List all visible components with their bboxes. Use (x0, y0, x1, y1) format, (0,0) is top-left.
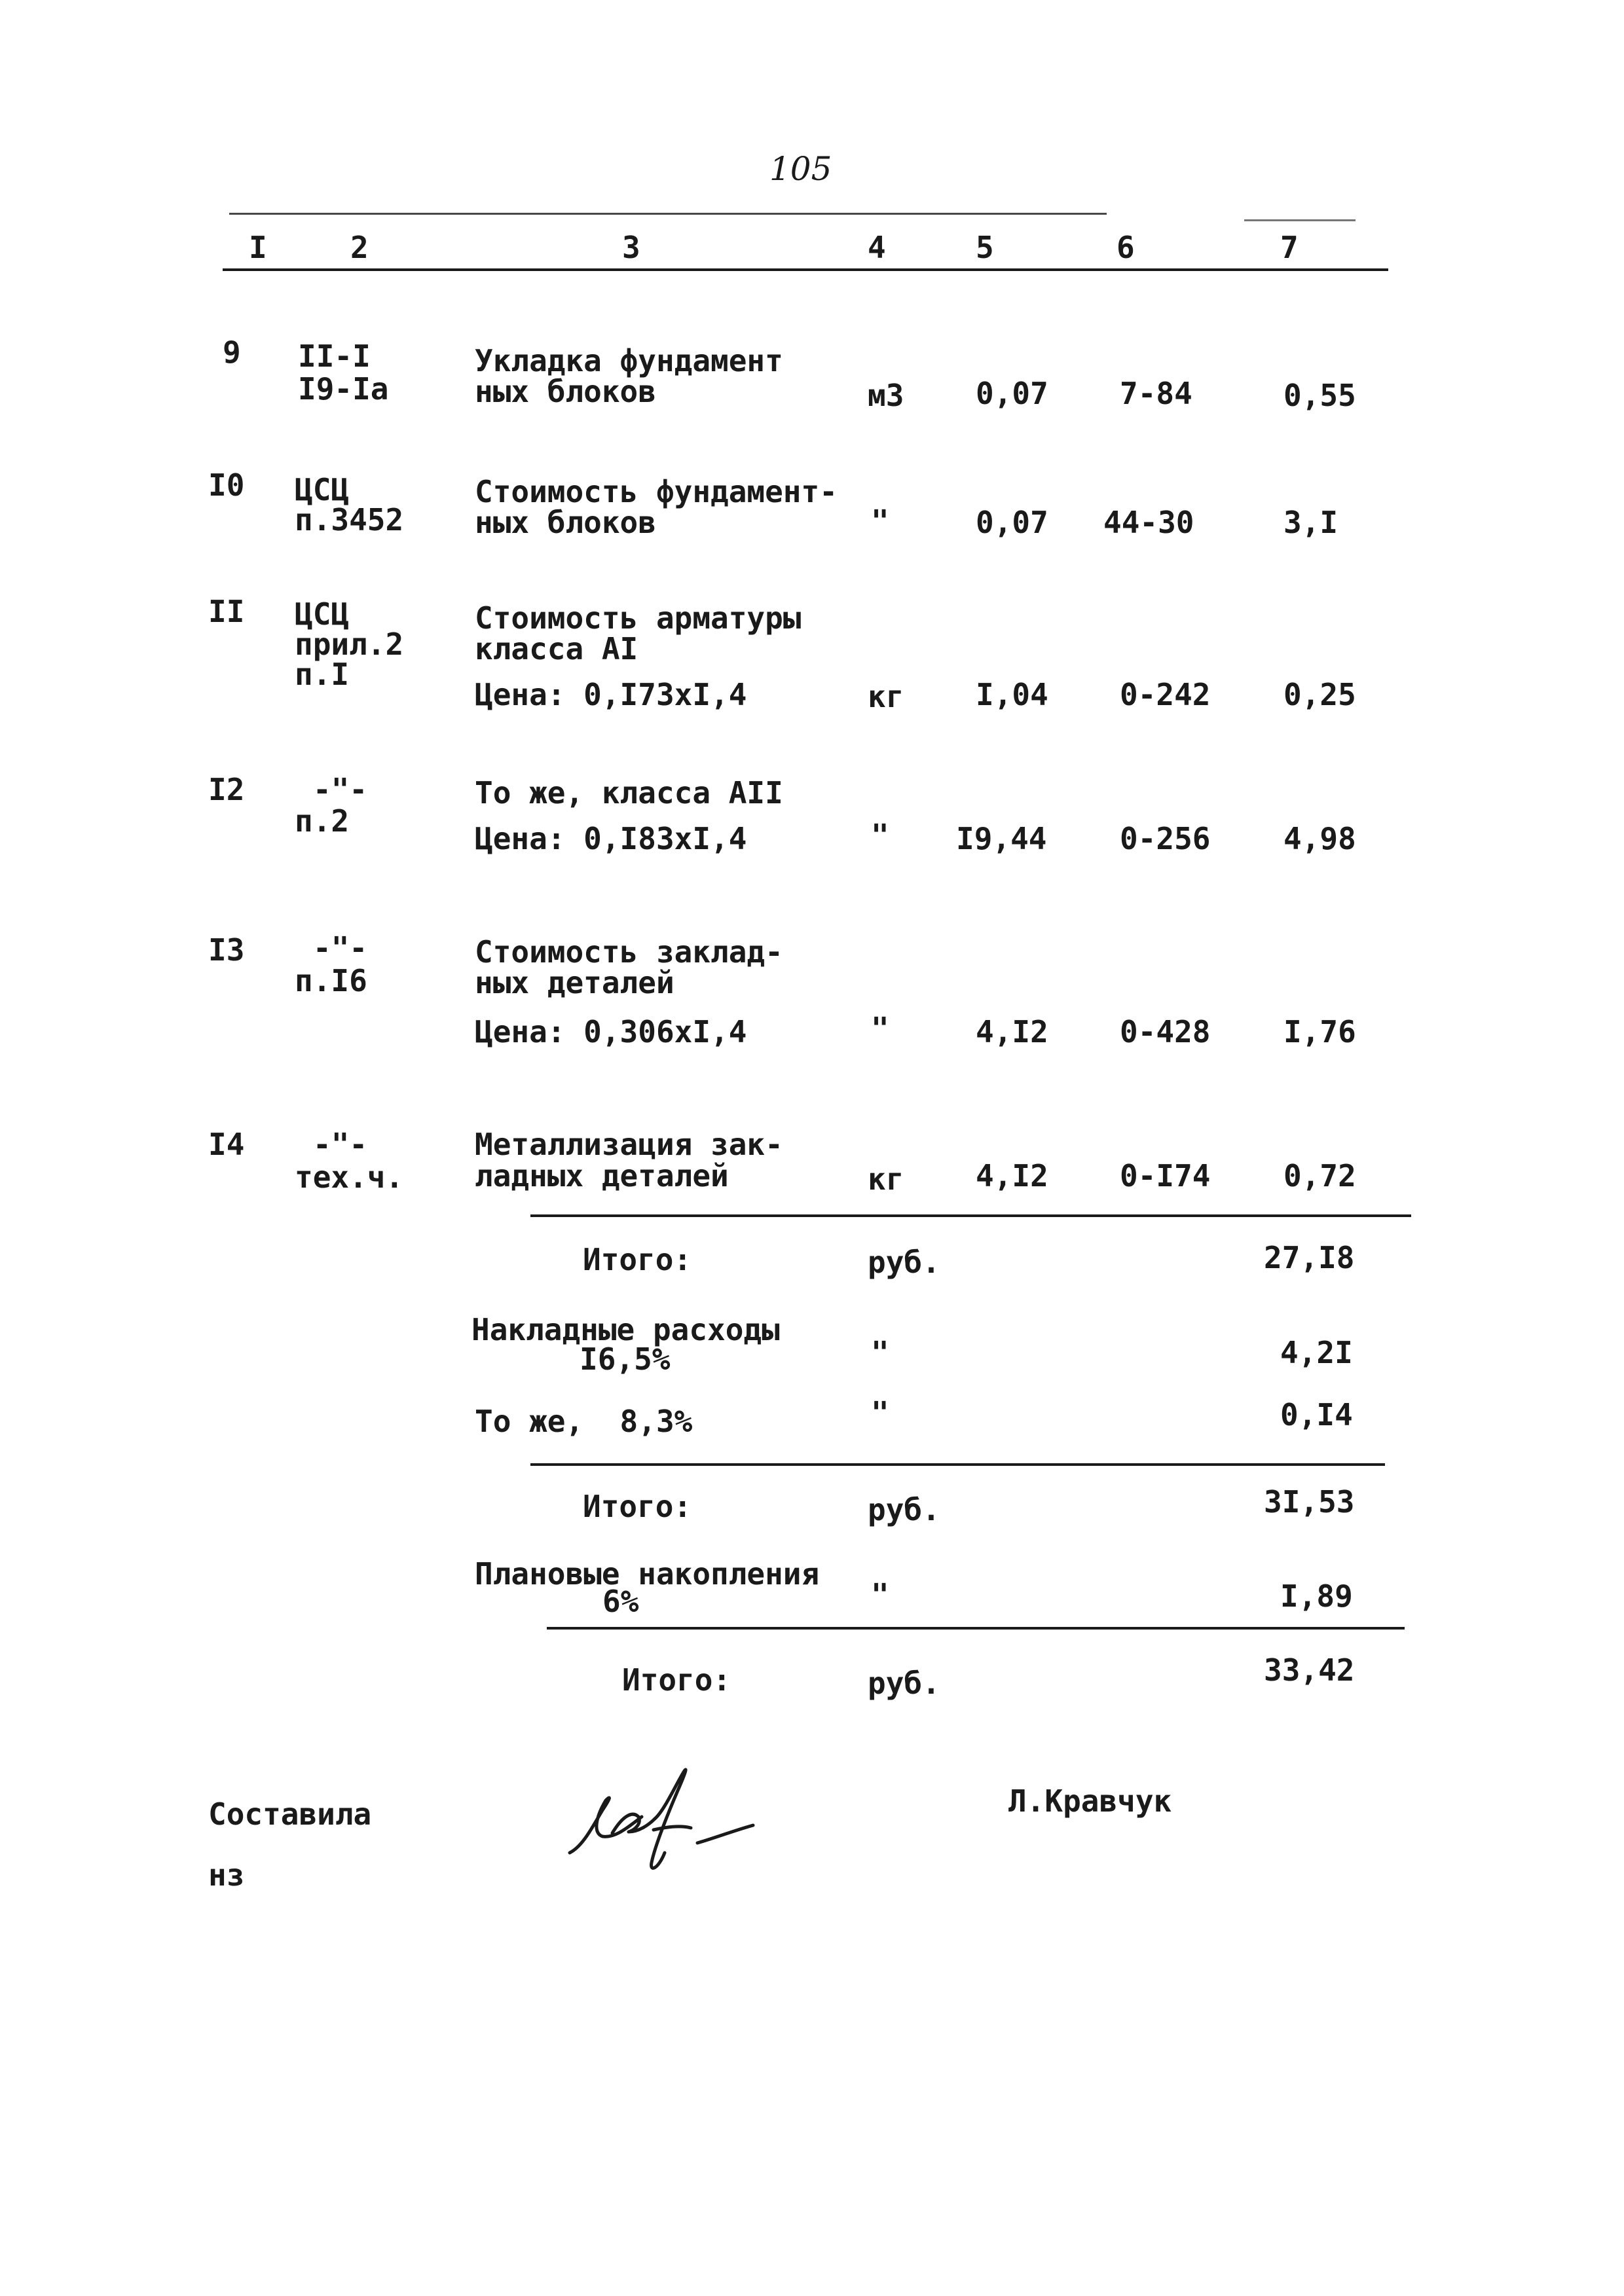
row-unit: " (871, 818, 889, 853)
row-description: Стоимость заклад- (475, 934, 783, 970)
row-code: прил.2 (295, 627, 404, 662)
header-bottom-rule (223, 268, 1388, 271)
summary-unit: " (871, 1335, 889, 1370)
summary-unit: руб. (868, 1666, 940, 1701)
row-unit: кг (868, 679, 904, 714)
row-price: 7-84 (1120, 376, 1192, 411)
row-price: 0-242 (1120, 677, 1211, 712)
row-total: 0,25 (1283, 677, 1356, 712)
summary-total: I,89 (1280, 1578, 1353, 1614)
row-number: II (208, 594, 245, 629)
row-unit: м3 (868, 378, 904, 413)
column-header-2: 2 (350, 230, 369, 265)
summary-label: Итого: (622, 1662, 731, 1698)
row-price-note: Цена: 0,306хI,4 (475, 1014, 747, 1049)
summary-label: I6,5% (580, 1341, 671, 1377)
row-unit: " (871, 1011, 889, 1046)
summary-unit: руб. (868, 1245, 940, 1280)
summary-rule-2 (530, 1463, 1385, 1466)
column-header-5: 5 (976, 230, 994, 265)
summary-unit: " (871, 1577, 889, 1613)
row-number: I0 (208, 467, 245, 503)
row-unit: кг (868, 1161, 904, 1197)
row-description: Стоимость фундамент- (475, 474, 838, 509)
row-code: -"- (313, 930, 368, 966)
compiled-by-label: Составила (208, 1796, 372, 1832)
row-number: I3 (208, 932, 245, 968)
row-code: -"- (313, 772, 368, 807)
column-header-4: 4 (868, 230, 886, 265)
row-number: 9 (223, 335, 241, 370)
summary-label: Плановые накопления (475, 1556, 820, 1592)
row-description: ных блоков (475, 374, 656, 409)
row-total: 0,72 (1283, 1158, 1356, 1194)
row-code: п.2 (295, 803, 350, 839)
signer-name: Л.Кравчук (1008, 1783, 1172, 1819)
compiled-by-initials: нз (208, 1857, 245, 1893)
summary-total: 0,I4 (1280, 1397, 1353, 1432)
row-quantity: I9,44 (956, 821, 1047, 856)
header-top-rule (229, 213, 1107, 215)
row-price-note: Цена: 0,I83хI,4 (475, 821, 747, 856)
row-code: -"- (313, 1127, 368, 1162)
summary-total: 27,I8 (1264, 1240, 1355, 1275)
row-quantity: 0,07 (976, 376, 1048, 411)
summary-rule-3 (547, 1627, 1405, 1630)
row-code: ЦСЦ (295, 472, 350, 507)
row-description: ных блоков (475, 505, 656, 540)
row-code: тех.ч. (295, 1159, 404, 1195)
row-total: 0,55 (1283, 378, 1356, 413)
row-price: 44-30 (1103, 505, 1194, 540)
column-header-1: I (249, 230, 267, 265)
column-header-3: 3 (622, 230, 640, 265)
summary-total: 4,2I (1280, 1335, 1353, 1370)
row-description: Металлизация зак- (475, 1127, 783, 1162)
row-total: 3,I (1283, 505, 1338, 540)
row-number: I4 (208, 1127, 245, 1162)
row-code: п.I (295, 657, 350, 692)
row-unit: " (871, 503, 889, 539)
summary-rule-1 (530, 1214, 1411, 1217)
row-description: ных деталей (475, 965, 674, 1000)
row-quantity: 4,I2 (976, 1014, 1048, 1049)
row-total: 4,98 (1283, 821, 1356, 856)
summary-total: 3I,53 (1264, 1484, 1355, 1520)
row-code: п.3452 (295, 502, 404, 538)
header-top-rule-right (1244, 219, 1356, 221)
signature (557, 1755, 773, 1899)
row-description: Стоимость арматуры (475, 600, 802, 636)
row-number: I2 (208, 772, 245, 807)
row-price: 0-428 (1120, 1014, 1211, 1049)
summary-label: 6% (602, 1584, 639, 1619)
column-header-7: 7 (1280, 230, 1299, 265)
row-description: ладных деталей (475, 1158, 729, 1194)
row-quantity: 4,I2 (976, 1158, 1048, 1194)
page-number: 105 (769, 150, 832, 188)
summary-label: Итого: (583, 1489, 692, 1524)
row-description: То же, класса АII (475, 775, 783, 811)
row-code: I9-Ia (298, 371, 389, 407)
row-quantity: 0,07 (976, 505, 1048, 540)
column-header-6: 6 (1116, 230, 1135, 265)
row-quantity: I,04 (976, 677, 1048, 712)
row-code: II-I (298, 338, 371, 374)
row-description: класса АI (475, 631, 638, 666)
row-code: ЦСЦ (295, 596, 350, 632)
summary-unit: руб. (868, 1492, 940, 1527)
row-code: п.I6 (295, 963, 367, 998)
row-description: Укладка фундамент (475, 343, 783, 378)
summary-label: То же, 8,3% (475, 1404, 693, 1439)
summary-unit: " (871, 1395, 889, 1430)
summary-label: Итого: (583, 1242, 692, 1277)
summary-total: 33,42 (1264, 1652, 1355, 1688)
row-price: 0-I74 (1120, 1158, 1211, 1194)
summary-label: Накладные расходы (471, 1312, 780, 1347)
row-price-note: Цена: 0,I73хI,4 (475, 677, 747, 712)
row-price: 0-256 (1120, 821, 1211, 856)
row-total: I,76 (1283, 1014, 1356, 1049)
